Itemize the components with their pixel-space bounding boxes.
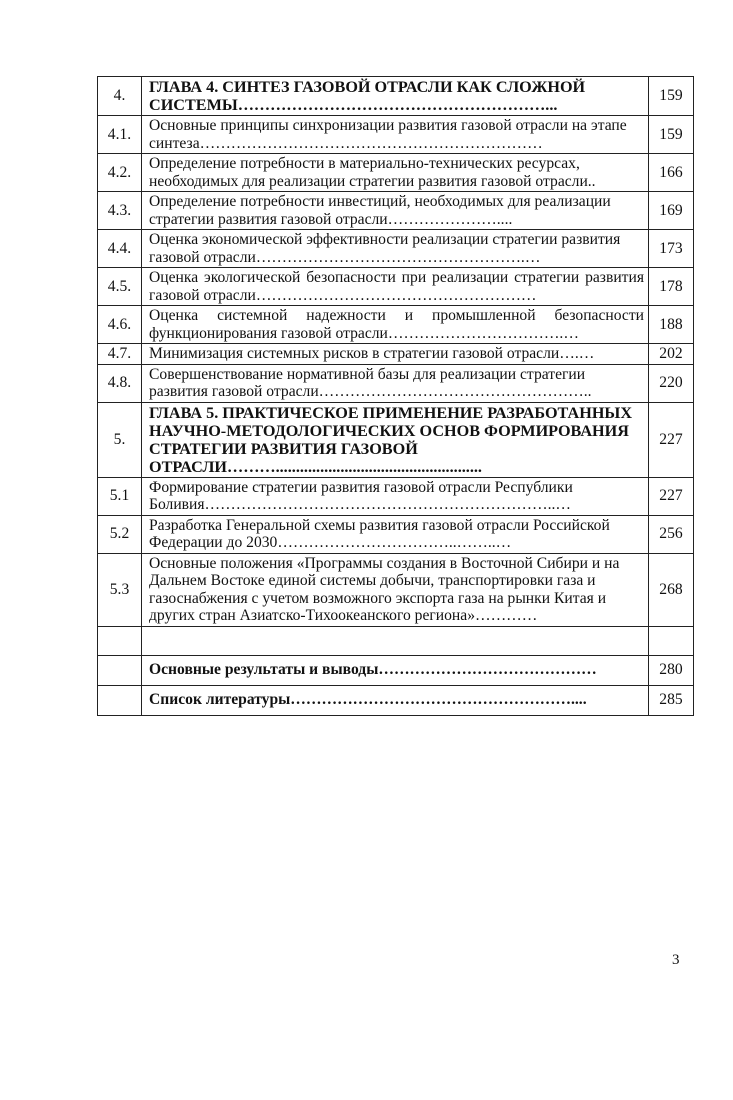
toc-row-page: 159 xyxy=(649,77,694,116)
toc-row-page: 227 xyxy=(649,402,694,477)
toc-row-number: 5. xyxy=(98,402,142,477)
toc-row-title: Определение потребности в материально-технических ресурсах, необходимых для реализации стратегии развития газовой отрасли.. xyxy=(142,154,649,192)
toc-row-number: 4. xyxy=(98,77,142,116)
toc-row-number: 4.5. xyxy=(98,268,142,306)
toc-row-page: 166 xyxy=(649,154,694,192)
toc-row-page: 268 xyxy=(649,553,694,626)
toc-row-title: Разработка Генеральной схемы развития газовой отрасли Российской Федерации до 2030……………………………..……..… xyxy=(142,515,649,553)
toc-row xyxy=(98,268,694,306)
toc-row-page: 188 xyxy=(649,306,694,344)
toc-row-title: Минимизация системных рисков в стратегии газовой отрасли….… xyxy=(142,344,649,365)
toc-row-title xyxy=(142,626,649,655)
toc-row-title: Формирование стратегии развития газовой отрасли Республики Боливия…………………………………………………………..… xyxy=(142,477,649,515)
toc-row-number: 5.3 xyxy=(98,553,142,626)
toc-row-page: 173 xyxy=(649,230,694,268)
toc-row-title: ГЛАВА 5. ПРАКТИЧЕСКОЕ ПРИМЕНЕНИЕ РАЗРАБОТАННЫХ НАУЧНО-МЕТОДОЛОГИЧЕСКИХ ОСНОВ ФОРМИРОВАНИЯ СТРАТЕГИИ РАЗВИТИЯ ГАЗОВОЙ ОТРАСЛИ………................................................... xyxy=(142,402,649,477)
toc-row-number xyxy=(98,655,142,685)
toc-row-number: 5.1 xyxy=(98,477,142,515)
toc-row-page: 169 xyxy=(649,192,694,230)
toc-row-page: 280 xyxy=(649,655,694,685)
toc-row xyxy=(98,230,694,268)
toc-row-number: 4.3. xyxy=(98,192,142,230)
toc-row-number: 4.7. xyxy=(98,344,142,365)
toc-row-number xyxy=(98,626,142,655)
toc-row-title: Определение потребности инвестиций, необходимых для реализации стратегии развития газовой отрасли………………….... xyxy=(142,192,649,230)
toc-row xyxy=(98,364,694,402)
toc-row-number xyxy=(98,685,142,715)
toc-row-number: 4.2. xyxy=(98,154,142,192)
toc-row-number: 4.6. xyxy=(98,306,142,344)
toc-row-title: Оценка экономической эффективности реализации стратегии развития газовой отрасли…………………………………………….… xyxy=(142,230,649,268)
toc-row-title: Основные результаты и выводы…………………………………… xyxy=(142,655,649,685)
toc-row-title: Основные принципы синхронизации развития газовой отрасли на этапе синтеза………………………………………………………… xyxy=(142,116,649,154)
toc-row-title: Оценка системной надежности и промышленной безопасности функционирования газовой отрасли…………………………….… xyxy=(142,306,649,344)
toc-row-number: 5.2 xyxy=(98,515,142,553)
toc-body xyxy=(98,77,694,716)
page-number: 3 xyxy=(672,952,680,968)
toc-row xyxy=(98,306,694,344)
toc-row-title: ГЛАВА 4. СИНТЕЗ ГАЗОВОЙ ОТРАСЛИ КАК СЛОЖНОЙ СИСТЕМЫ…………………………………………………... xyxy=(142,77,649,116)
toc-row xyxy=(98,553,694,626)
toc-row-page: 178 xyxy=(649,268,694,306)
toc-row-title: Список литературы……………………………………………….... xyxy=(142,685,649,715)
toc-row-results xyxy=(98,655,694,685)
toc-row-page: 220 xyxy=(649,364,694,402)
toc-row-bibliography xyxy=(98,685,694,715)
toc-row-page: 159 xyxy=(649,116,694,154)
toc-row-page xyxy=(649,626,694,655)
toc-row xyxy=(98,116,694,154)
toc-row xyxy=(98,192,694,230)
toc-row-page: 202 xyxy=(649,344,694,365)
toc-row-number: 4.1. xyxy=(98,116,142,154)
toc-row xyxy=(98,77,694,116)
toc-row-page: 256 xyxy=(649,515,694,553)
toc-row xyxy=(98,344,694,365)
toc-row-empty xyxy=(98,626,694,655)
toc-row-title: Основные положения «Программы создания в Восточной Сибири и на Дальнем Востоке единой системы добычи, транспортировки газа и газоснабжения с учетом возможного экспорта газа на рынки Китая и других стран Азиатско-Тихоокеанского региона»………… xyxy=(142,553,649,626)
toc-row xyxy=(98,402,694,477)
toc-row-page: 285 xyxy=(649,685,694,715)
toc-row-page: 227 xyxy=(649,477,694,515)
toc-row xyxy=(98,477,694,515)
toc-row-number: 4.8. xyxy=(98,364,142,402)
toc-row xyxy=(98,515,694,553)
toc-row-title: Оценка экологической безопасности при реализации стратегии развития газовой отрасли……………………………………………… xyxy=(142,268,649,306)
table-of-contents xyxy=(97,76,694,716)
toc-row-number: 4.4. xyxy=(98,230,142,268)
toc-row-title: Совершенствование нормативной базы для реализации стратегии развития газовой отрасли…………………………………………….. xyxy=(142,364,649,402)
toc-row xyxy=(98,154,694,192)
